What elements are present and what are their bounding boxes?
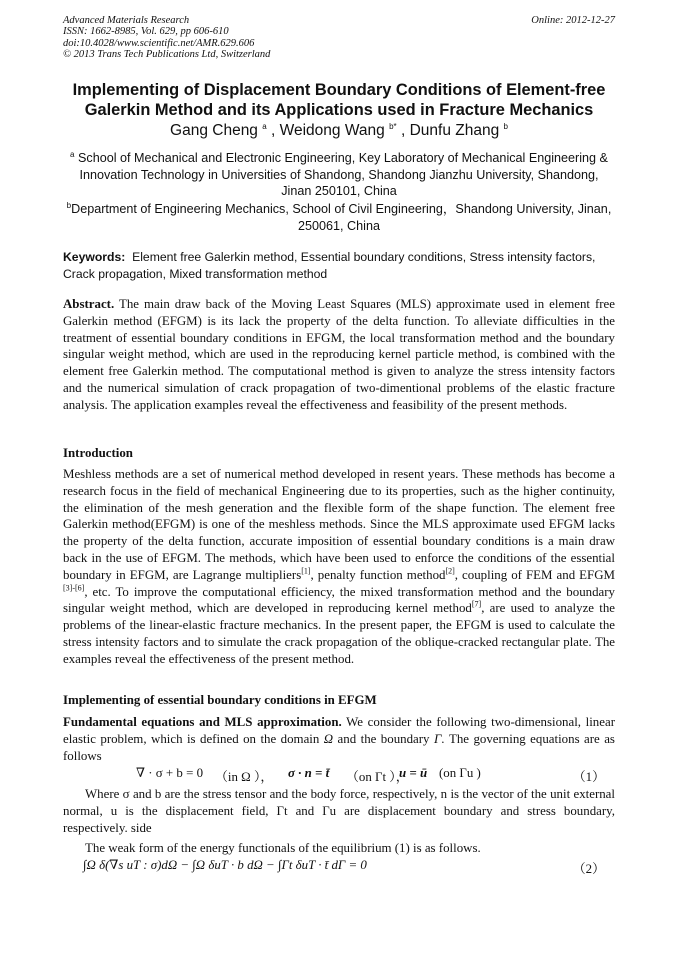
title-line-2: Galerkin Method and its Applications used in Fracture Mechanics <box>84 101 594 119</box>
intro-text-2: , penalty function method <box>310 567 446 582</box>
section-heading-essential-bc: Implementing of essential boundary conditions in EFGM <box>63 693 377 707</box>
eq1-equilibrium: ∇ · σ + b = 0 <box>136 766 204 780</box>
subsection-text-3: . The governing equations are as follows <box>63 731 615 763</box>
eq1-displacement: u = ū <box>399 766 428 780</box>
issn-line: ISSN: 1662-8985, Vol. 629, pp 606-610 <box>63 26 229 38</box>
journal-header <box>63 15 270 61</box>
intro-text-4: , etc. To improve the computational efficiency, the mixed transformation method and the boundary singular weight method, which are developed in reproducing kernel method <box>63 584 615 616</box>
abstract-label: Abstract. <box>63 297 115 311</box>
subsection-text-2: and the boundary <box>337 731 430 746</box>
affiliation-a-mark: a <box>70 149 75 159</box>
abstract <box>63 296 615 414</box>
author-3-affil: b <box>503 121 508 131</box>
citation-1: [1] <box>301 566 311 576</box>
eq1-number: （1） <box>572 770 605 784</box>
intro-text-1: Meshless methods are a set of numerical method developed in resent years. These methods has become a research focus in the field of mechanical Engineering due to its properties, such as the higher continuity, the elimination of the mesh generation and the flexible form of the shape function. The element free Galerkin method(EFGM) is one of the meshless methods. Since the MLS approximate used EFGM lacks the property of the delta function, accurate imposition of essential boundary conditions is a main draw back in the use of EFGM. The methods, which have been used to enforce the conditions of the essential boundary in EFGM, are Lagrange multipliers <box>63 467 615 582</box>
author-sep-2: , <box>400 122 410 139</box>
affiliation-a <box>63 150 615 200</box>
citation-3: [3]-[6] <box>63 583 85 593</box>
equation-2 <box>63 858 615 876</box>
author-sep-1: , <box>271 122 280 139</box>
keywords <box>63 249 615 282</box>
citation-4: [7] <box>471 600 482 610</box>
eq1-displacement-boundary: (on Γu ) <box>439 766 481 780</box>
author-list <box>40 122 638 140</box>
keywords-label: Keywords: <box>63 250 126 264</box>
citation-2: [2] <box>445 566 455 576</box>
doi-line: doi:10.4028/www.scientific.net/AMR.629.606 <box>63 37 255 49</box>
eq1-traction-boundary: （on Γt ）， <box>346 770 409 784</box>
subsection-text-1: We consider the following two-dimensional, linear elastic problem, which is defined on the domain <box>63 715 615 746</box>
affiliation-b <box>63 201 615 234</box>
author-3: Dunfu Zhang <box>409 122 500 139</box>
abstract-text: The main draw back of the Moving Least Squares (MLS) approximate used in element free Galerkin method (EFGM) is its lack the property of the delta function. To alleviate difficulties in the treatment of essential boundary conditions in EFGM, the local transformation method and the boundary singular weight method, which are used in the reproducing kernel particle method, is combined with the element free Galerkin method. The computational method is given to analyze the stress intensity factors and the numerical simulation of crack propagation of two-dimentional problems of the elastic fracture analysis. The application examples reveal the effectiveness and feasibility of the present methods. <box>63 297 615 412</box>
subsection-label: Fundamental equations and MLS approximation. <box>63 715 342 729</box>
author-1: Gang Cheng <box>170 122 258 139</box>
intro-text-5: , are used to analyze the problems of the linear-elastic fracture mechanics. In the present paper, the EFGM is used to calculate the stress intensity factors and to simulate the crack propagation of the oblique-cracked rectangular plate. The examples reveal the effectiveness of the present method. <box>63 601 615 666</box>
where-paragraph: Where σ and b are the stress tensor and the body force, respectively, n is the vector of the unit external normal, u is the displacement field, Γt and Γu are displacement boundary and stress boundary, respectively. side <box>63 787 615 835</box>
paper-title <box>40 80 638 120</box>
author-2-affil: b* <box>389 121 397 131</box>
affiliation-b-text: Department of Engineering Mechanics, School of Civil Engineering，Shandong University, Jinan, 250061, China <box>71 202 612 233</box>
omega-symbol: Ω <box>323 731 334 746</box>
author-1-affil: a <box>262 121 267 131</box>
fundamental-equations-para <box>63 714 615 764</box>
eq1-equilibrium-domain: （in Ω ）， <box>215 770 274 784</box>
intro-text-3: , coupling of FEM and EFGM <box>454 567 615 582</box>
weak-form-paragraph: The weak form of the energy functionals of the equilibrium (1) is as follows. <box>85 841 481 855</box>
equation-1 <box>63 766 615 784</box>
title-line-1: Implementing of Displacement Boundary Conditions of Element-free <box>72 81 606 99</box>
introduction-body <box>63 466 615 668</box>
online-date: Online: 2012-12-27 <box>531 15 615 26</box>
gamma-symbol: Γ <box>433 731 442 746</box>
affiliation-a-text: School of Mechanical and Electronic Engineering, Key Laboratory of Mechanical Engineering & Innovation Technology in Universities of Shandong, Shandong Jianzhu University, Shandong, Jinan 250101, China <box>78 151 608 198</box>
keywords-text: Element free Galerkin method, Essential boundary conditions, Stress intensity factors, Crack propagation, Mixed transformation method <box>63 250 596 281</box>
author-2: Weidong Wang <box>279 122 385 139</box>
eq2-weak-form: ∫Ω δ(∇s uT : σ)dΩ − ∫Ω δuT · b dΩ − ∫Γt δuT · t̄ dΓ = 0 <box>83 858 367 872</box>
journal-name: Advanced Materials Research <box>63 15 190 26</box>
copyright-line: © 2013 Trans Tech Publications Ltd, Switzerland <box>63 49 271 61</box>
eq1-traction: σ · n = t̄ <box>288 766 330 780</box>
introduction-heading: Introduction <box>63 446 133 460</box>
eq2-number: （2） <box>572 862 605 876</box>
affiliation-b-mark: b <box>66 200 72 210</box>
